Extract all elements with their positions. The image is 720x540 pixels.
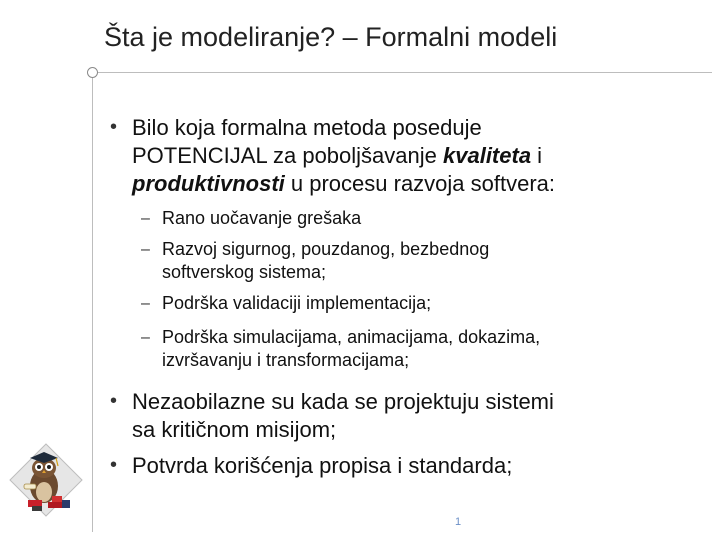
sub-dash-2: – xyxy=(141,241,150,258)
bullet-1-text-c: i xyxy=(531,143,543,168)
bullet-marker-2: • xyxy=(110,390,118,412)
bullet-1-emphasis-kvaliteta: kvaliteta xyxy=(443,143,532,168)
title-underline xyxy=(92,72,712,73)
sub-dash-1: – xyxy=(141,210,150,227)
bullet-marker-1: • xyxy=(110,116,118,138)
sub-item-4 xyxy=(162,326,540,372)
bullet-1-text-a: POTENCIJAL za poboljšavanje xyxy=(132,143,443,168)
bullet-3-text: Potvrda korišćenja propisa i standarda; xyxy=(132,453,513,478)
sub-dash-4: – xyxy=(141,329,150,346)
bullet-1-text-d: u procesu razvoja softvera: xyxy=(284,171,556,196)
bullet-1-emphasis-produktivnosti: produktivnosti xyxy=(132,171,285,196)
sub-item-3 xyxy=(162,292,431,315)
bullet-marker-3: • xyxy=(110,454,118,476)
sub-item-3-line-1: Podrška validaciji implementacija; xyxy=(162,293,432,313)
slide-title: Šta je modeliranje? – Formalni modeli xyxy=(104,22,558,52)
sub-item-2 xyxy=(162,238,489,284)
owl-graduate-icon xyxy=(6,440,86,525)
page-number: 1 xyxy=(455,516,462,528)
bullet-1-text xyxy=(132,114,555,198)
bullet-2-line-1: Nezaobilazne su kada se projektuju sistemi xyxy=(132,389,554,414)
sub-item-2-line-1: Razvoj sigurnog, pouzdanog, bezbednog xyxy=(162,239,490,259)
bullet-1-line-3 xyxy=(132,170,555,198)
sub-dash-3: – xyxy=(141,295,150,312)
sub-item-4-line-2: izvršavanju i transformacijama; xyxy=(162,350,410,370)
bullet-2-line-2: sa kritičnom misijom; xyxy=(132,417,337,442)
bullet-2-text xyxy=(132,388,554,444)
sub-item-1 xyxy=(162,207,361,230)
bullet-1-line-2 xyxy=(132,142,555,170)
sub-item-1-line-1: Rano uočavanje grešaka xyxy=(162,208,362,228)
sub-item-2-line-2: softverskog sistema; xyxy=(162,262,327,282)
bullet-1-line-1: Bilo koja formalna metoda poseduje xyxy=(132,115,482,140)
left-rule xyxy=(92,72,93,532)
rule-corner-dot xyxy=(87,67,98,78)
sub-item-4-line-1: Podrška simulacijama, animacijama, dokazima, xyxy=(162,327,541,347)
